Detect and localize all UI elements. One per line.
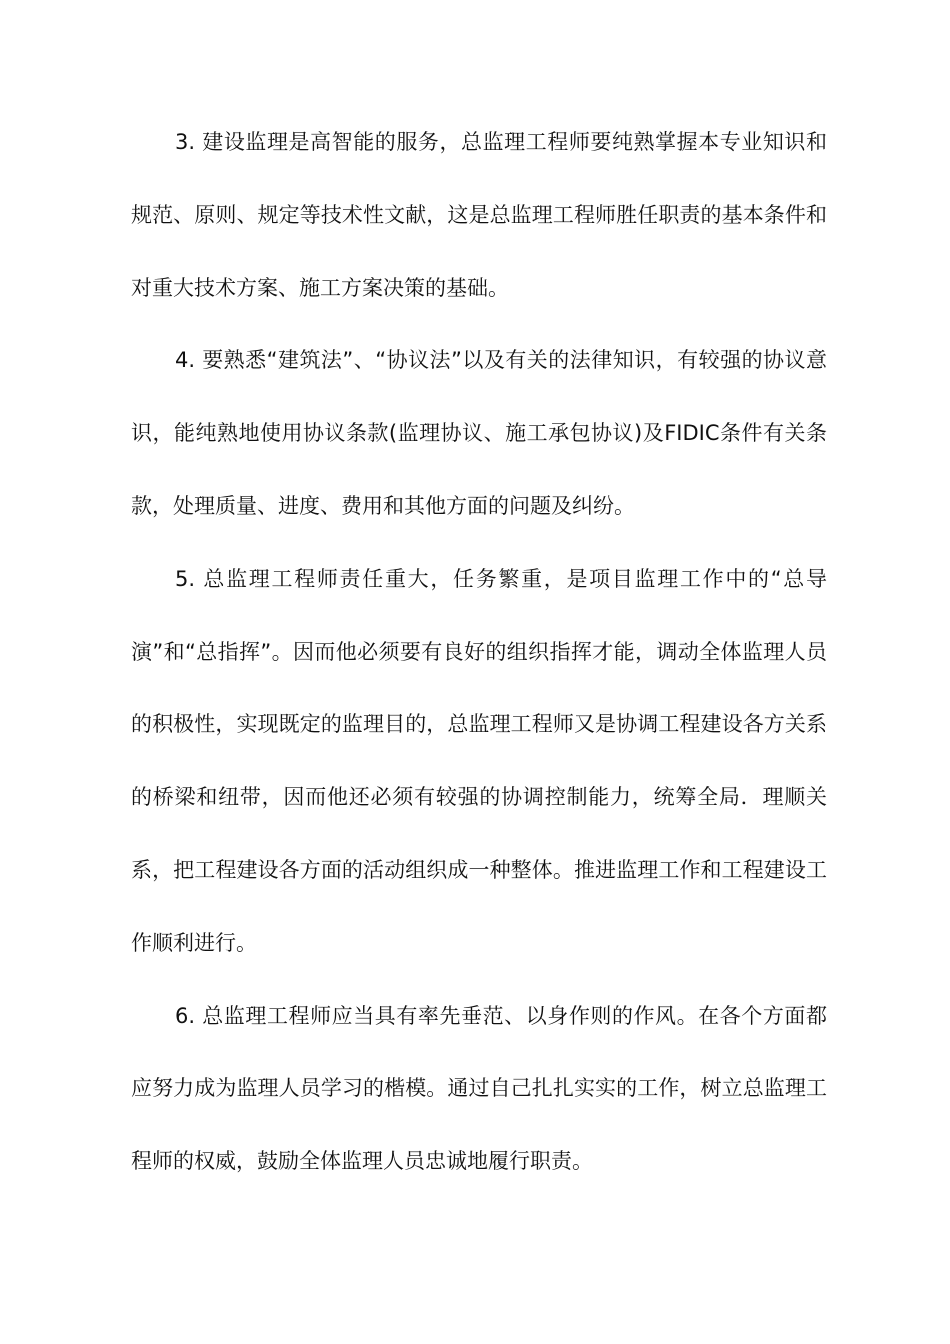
paragraph-item-6: 6. 总监理工程师应当具有率先垂范、以身作则的作风。在各个方面都应努力成为监理人员学习的楷模。通过自己扎扎实实的工作，树立总监理工程师的权威，鼓励全体监理人员忠诚地履行职责。	[131, 1003, 827, 1174]
paragraph-item-4: 4. 要熟悉“建筑法”、“协议法”以及有关的法律知识，有较强的协议意识，能纯熟地使用协议条款(监理协议、施工承包协议)及FIDIC条件有关条款，处理质量、进度、费用和其他方面的问题及纠纷。	[131, 348, 827, 518]
document-body	[131, 106, 827, 1198]
paragraph-item-5: 5. 总监理工程师责任重大，任务繁重，是项目监理工作中的“总导演”和“总指挥”。因而他必须要有良好的组织指挥才能，调动全体监理人员的积极性，实现既定的监理目的，总监理工程师又是协调工程建设各方关系的桥梁和纽带，因而他还必须有较强的协调控制能力，统筹全局．理顺关系，把工程建设各方面的活动组织成一种整体。推进监理工作和工程建设工作顺利进行。	[131, 566, 827, 955]
paragraph-item-3: 3. 建设监理是高智能的服务，总监理工程师要纯熟掌握本专业知识和规范、原则、规定等技术性文献，这是总监理工程师胜任职责的基本条件和对重大技术方案、施工方案决策的基础。	[131, 130, 827, 300]
